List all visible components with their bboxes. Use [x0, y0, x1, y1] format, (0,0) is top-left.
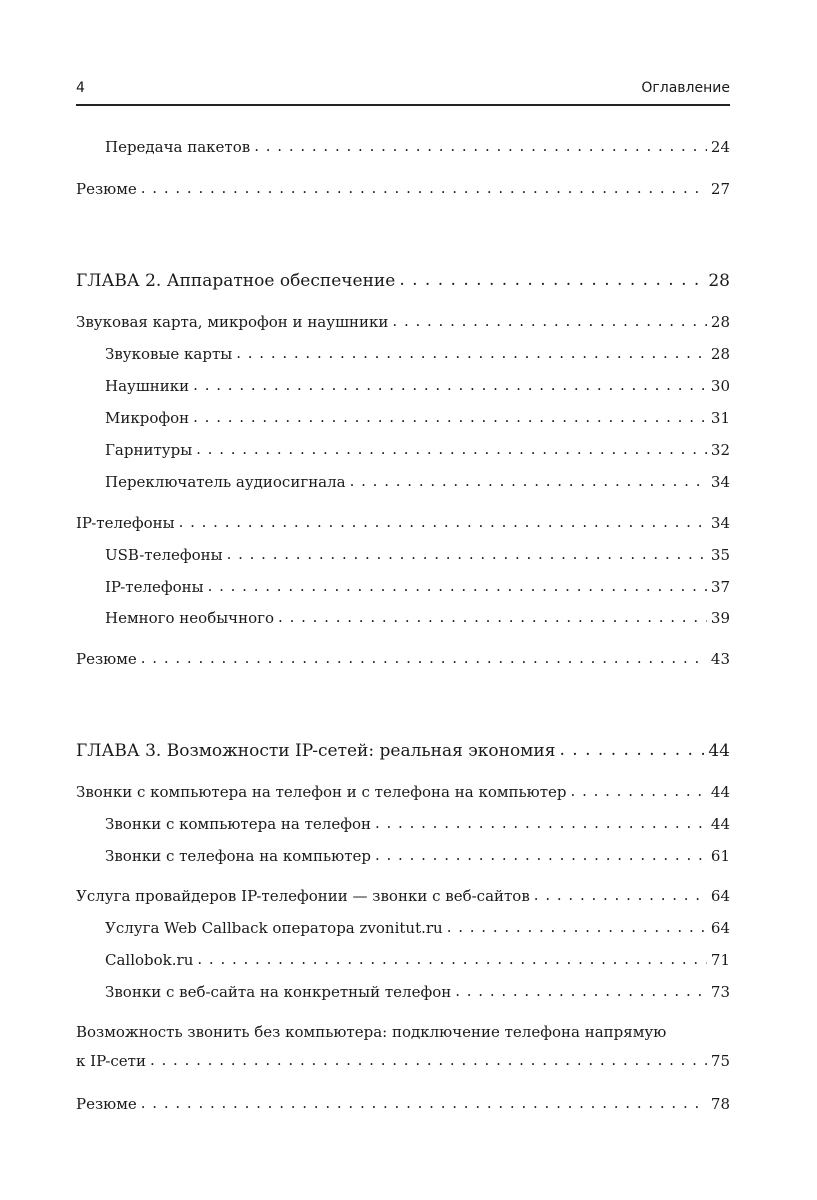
toc-entry	[105, 950, 730, 970]
dot-leader	[236, 343, 707, 363]
entry-title: IP-телефоны	[76, 514, 175, 532]
entry-title: Звуковые карты	[105, 345, 233, 363]
entry-title: Немного необычного	[105, 609, 275, 627]
dot-leader	[208, 576, 707, 596]
toc-entry	[105, 344, 730, 364]
dot-leader	[197, 949, 707, 969]
entry-page: 64	[710, 887, 730, 905]
entry-title: Услуга провайдеров IP-телефонии — звонки с веб-сайтов	[76, 887, 530, 905]
entry-title: Звонки с компьютера на телефон и с телефона на компьютер	[76, 783, 567, 801]
toc-entry	[105, 545, 730, 565]
entry-title: Звуковая карта, микрофон и наушники	[76, 313, 389, 331]
dot-leader	[399, 269, 704, 291]
page-header	[76, 76, 730, 106]
toc-entry	[105, 137, 730, 157]
dot-leader	[559, 739, 704, 761]
dot-leader	[375, 813, 707, 833]
entry-page: 28	[708, 271, 730, 291]
entry-page: 24	[710, 138, 730, 156]
dot-leader	[227, 544, 707, 564]
entry-title: Наушники	[105, 377, 190, 395]
toc-entry	[105, 577, 730, 597]
entry-title: Передача пакетов	[105, 138, 251, 156]
entry-title: Резюме	[76, 1095, 137, 1113]
dot-leader	[254, 136, 707, 156]
dot-leader	[375, 845, 707, 865]
entry-page: 61	[710, 847, 730, 865]
entry-page: 78	[710, 1095, 730, 1113]
dot-leader	[141, 648, 707, 668]
entry-title: Резюме	[76, 180, 137, 198]
toc-entry	[76, 649, 730, 669]
entry-page: 31	[710, 409, 730, 427]
entry-title: ГЛАВА 2. Аппаратное обеспечение	[76, 271, 396, 291]
dot-leader	[455, 981, 707, 1001]
dot-leader	[350, 471, 707, 491]
toc-entry	[76, 1094, 730, 1114]
entry-title-line1: Возможность звонить без компьютера: подключение телефона напрямую	[76, 1023, 667, 1041]
toc-entry	[105, 814, 730, 834]
entry-title: Переключатель аудиосигнала	[105, 473, 346, 491]
entry-page: 35	[710, 546, 730, 564]
toc-entry	[76, 179, 730, 199]
toc-entry	[76, 886, 730, 906]
entry-page: 44	[708, 741, 730, 761]
toc-entry	[105, 846, 730, 866]
entry-page: 34	[710, 514, 730, 532]
entry-page: 28	[710, 313, 730, 331]
toc-entry	[105, 982, 730, 1002]
toc-chapter	[76, 740, 730, 762]
entry-page: 75	[710, 1052, 730, 1070]
dot-leader	[193, 375, 707, 395]
dot-leader	[179, 512, 707, 532]
entry-title: Звонки с веб-сайта на конкретный телефон	[105, 983, 452, 1001]
toc-entry	[105, 376, 730, 396]
toc-entry	[105, 440, 730, 460]
entry-title: USB-телефоны	[105, 546, 223, 564]
dot-leader	[392, 311, 707, 331]
dot-leader	[534, 885, 707, 905]
entry-title-line2: к IP-сети	[76, 1052, 146, 1070]
entry-page: 34	[710, 473, 730, 491]
entry-page: 39	[710, 609, 730, 627]
toc-entry	[76, 1051, 730, 1071]
entry-page: 30	[710, 377, 730, 395]
entry-title: Звонки с телефона на компьютер	[105, 847, 371, 865]
entry-page: 64	[710, 919, 730, 937]
entry-title: Звонки с компьютера на телефон	[105, 815, 371, 833]
entry-page: 28	[710, 345, 730, 363]
dot-leader	[571, 781, 707, 801]
dot-leader	[196, 439, 707, 459]
toc-entry	[105, 918, 730, 938]
entry-title: IP-телефоны	[105, 578, 204, 596]
dot-leader	[150, 1050, 707, 1070]
toc-entry	[105, 408, 730, 428]
entry-title: Гарнитуры	[105, 441, 193, 459]
dot-leader	[447, 917, 707, 937]
entry-title: Микрофон	[105, 409, 190, 427]
entry-page: 27	[710, 180, 730, 198]
dot-leader	[141, 1093, 707, 1113]
entry-title: Услуга Web Callback оператора zvonitut.ru	[105, 919, 443, 937]
page-number: 4	[76, 80, 85, 96]
entry-page: 32	[710, 441, 730, 459]
entry-page: 44	[710, 815, 730, 833]
toc-entry	[76, 513, 730, 533]
entry-page: 43	[710, 650, 730, 668]
entry-page: 44	[710, 783, 730, 801]
entry-title: ГЛАВА 3. Возможности IP-сетей: реальная экономия	[76, 741, 556, 761]
dot-leader	[141, 178, 707, 198]
toc-entry	[76, 312, 730, 332]
running-title: Оглавление	[641, 80, 730, 96]
toc-entry	[105, 472, 730, 492]
entry-title: Резюме	[76, 650, 137, 668]
entry-page: 71	[710, 951, 730, 969]
entry-page: 73	[710, 983, 730, 1001]
dot-leader	[193, 407, 707, 427]
entry-title: Callobok.ru	[105, 951, 194, 969]
entry-page: 37	[710, 578, 730, 596]
dot-leader	[278, 607, 707, 627]
toc-entry	[76, 782, 730, 802]
toc-chapter	[76, 270, 730, 292]
toc-entry	[105, 608, 730, 628]
